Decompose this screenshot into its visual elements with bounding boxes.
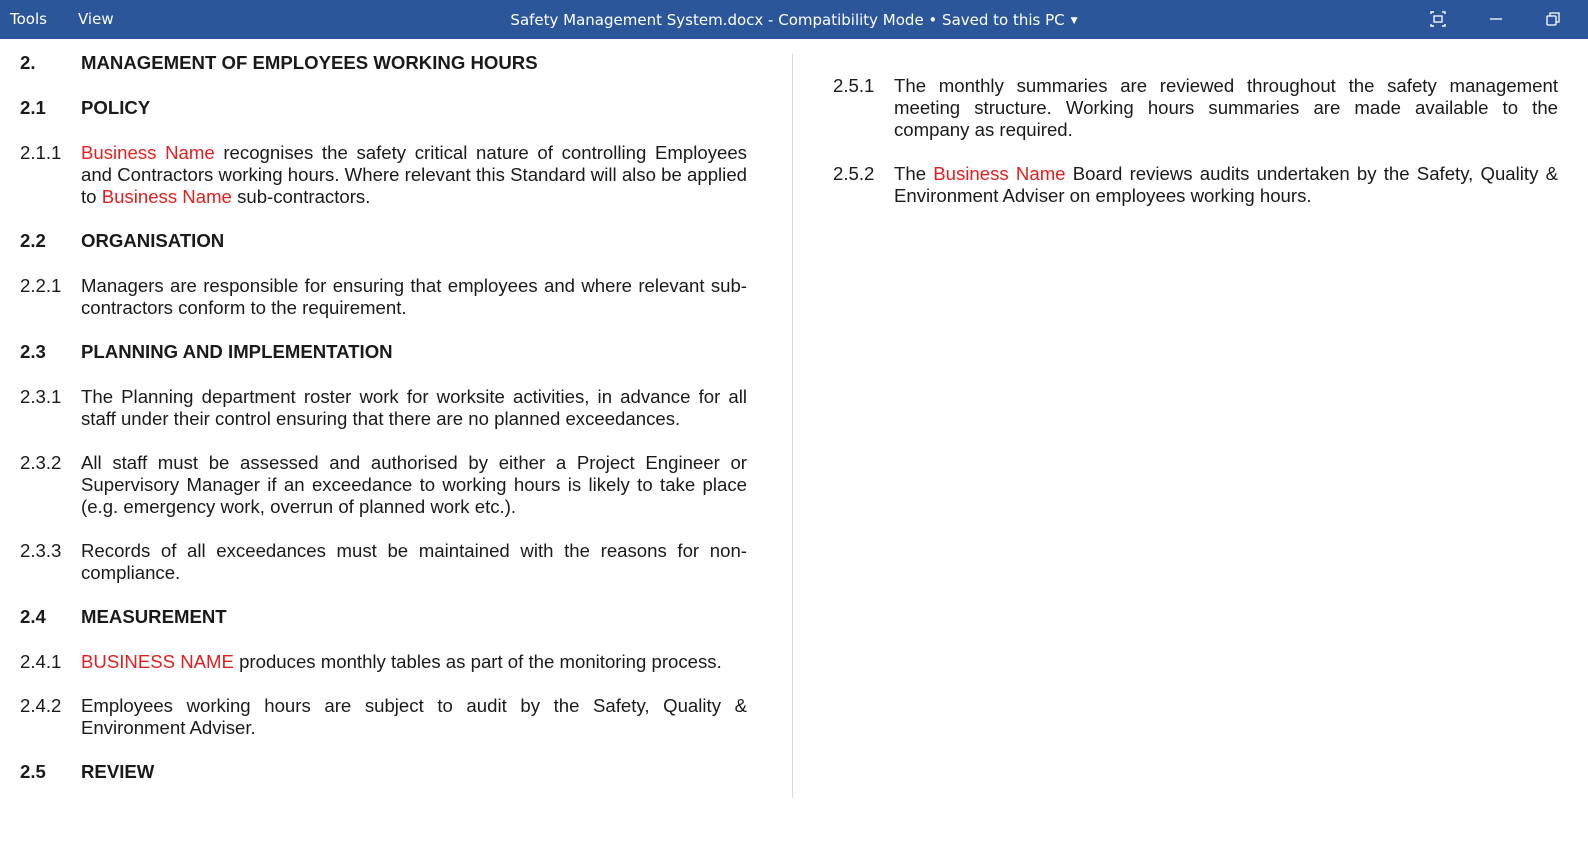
text-run: Board reviews audits undertaken by the Safety, Quality & Environment Adviser on employees working hours. [894, 163, 1558, 206]
section-number: 2.3.2 [20, 452, 62, 473]
numbered-paragraph [20, 452, 747, 518]
numbered-paragraph [20, 695, 747, 739]
paragraph-text [81, 275, 747, 319]
text-run: Records of all exceedances must be maintained with the reasons for non-compliance. [81, 540, 747, 583]
heading-text: REVIEW [81, 761, 155, 782]
heading-text: PLANNING AND IMPLEMENTATION [81, 341, 393, 362]
left-column [20, 52, 747, 806]
numbered-paragraph [20, 651, 747, 673]
dropdown-caret-icon[interactable]: ▼ [1070, 16, 1078, 26]
section-heading [20, 606, 747, 628]
text-run: sub-contractors. [231, 186, 371, 207]
section-number: 2.5.1 [833, 75, 875, 96]
paragraph-text [81, 386, 747, 430]
numbered-paragraph [833, 75, 1558, 141]
section-number: 2.3.1 [20, 386, 62, 407]
column-divider [792, 54, 793, 798]
minimize-icon[interactable] [1484, 8, 1508, 30]
section-heading [20, 341, 747, 363]
paragraph-text [81, 540, 747, 584]
text-run: The Planning department roster work for worksite activities, in advance for all staff under their control ensuring that there are no planned exceedances. [81, 386, 747, 429]
section-number: 2.5.2 [833, 163, 875, 184]
section-number: 2.3 [20, 341, 46, 362]
paragraph-text [81, 695, 747, 739]
document-title-text: Safety Management System.docx - Compatibility Mode • Saved to this PC [510, 11, 1065, 29]
placeholder-business-name: Business Name [101, 186, 232, 207]
paragraph-text [894, 163, 1558, 207]
section-number: 2.2.1 [20, 275, 62, 296]
section-number: 2.1.1 [20, 142, 62, 163]
document-title [0, 11, 1588, 29]
heading-text: MEASUREMENT [81, 606, 227, 627]
text-run: Employees working hours are subject to audit by the Safety, Quality & Environment Adviser. [81, 695, 747, 738]
section-number: 2.4 [20, 606, 46, 627]
placeholder-business-name: Business Name [933, 163, 1066, 184]
restore-icon[interactable] [1541, 8, 1565, 30]
numbered-paragraph [20, 540, 747, 584]
section-number: 2.5 [20, 761, 46, 782]
section-number: 2. [20, 52, 36, 73]
text-run: recognises the safety critical nature of controlling Employees and Contractors working hours. Where relevant this Standard will also be applied to [81, 142, 747, 207]
heading-text: ORGANISATION [81, 230, 225, 251]
numbered-paragraph [20, 386, 747, 430]
section-number: 2.4.1 [20, 651, 62, 672]
numbered-paragraph [20, 275, 747, 319]
heading-text: MANAGEMENT OF EMPLOYEES WORKING HOURS [81, 52, 538, 73]
numbered-paragraph [833, 163, 1558, 207]
text-run: Managers are responsible for ensuring that employees and where relevant sub-contractors conform to the requirement. [81, 275, 747, 318]
numbered-paragraph [20, 142, 747, 208]
paragraph-text [81, 142, 747, 208]
section-number: 2.1 [20, 97, 46, 118]
menu-view[interactable]: View [78, 10, 114, 28]
section-number: 2.4.2 [20, 695, 62, 716]
paragraph-text [81, 651, 747, 673]
section-heading [20, 97, 747, 119]
text-run: The [894, 163, 934, 184]
text-run: produces monthly tables as part of the monitoring process. [233, 651, 722, 672]
section-number: 2.2 [20, 230, 46, 251]
section-heading [20, 52, 747, 74]
paragraph-text [81, 452, 747, 518]
focus-mode-icon[interactable] [1426, 8, 1450, 30]
section-heading [20, 761, 747, 783]
section-number: 2.3.3 [20, 540, 62, 561]
heading-text: POLICY [81, 97, 151, 118]
right-column [833, 75, 1558, 229]
menu-tools[interactable]: Tools [10, 10, 47, 28]
title-bar [0, 0, 1588, 39]
paragraph-text [894, 75, 1558, 141]
placeholder-business-name: Business Name [81, 142, 215, 163]
section-heading [20, 230, 747, 252]
placeholder-business-name: BUSINESS NAME [81, 651, 234, 672]
text-run: All staff must be assessed and authorised by either a Project Engineer or Supervisory Manager if an exceedance to working hours is likely to take place (e.g. emergency work, overrun of planned work etc.). [81, 452, 747, 517]
text-run: The monthly summaries are reviewed throughout the safety management meeting structure. Working hours summaries are made available to the company as required. [894, 75, 1558, 140]
